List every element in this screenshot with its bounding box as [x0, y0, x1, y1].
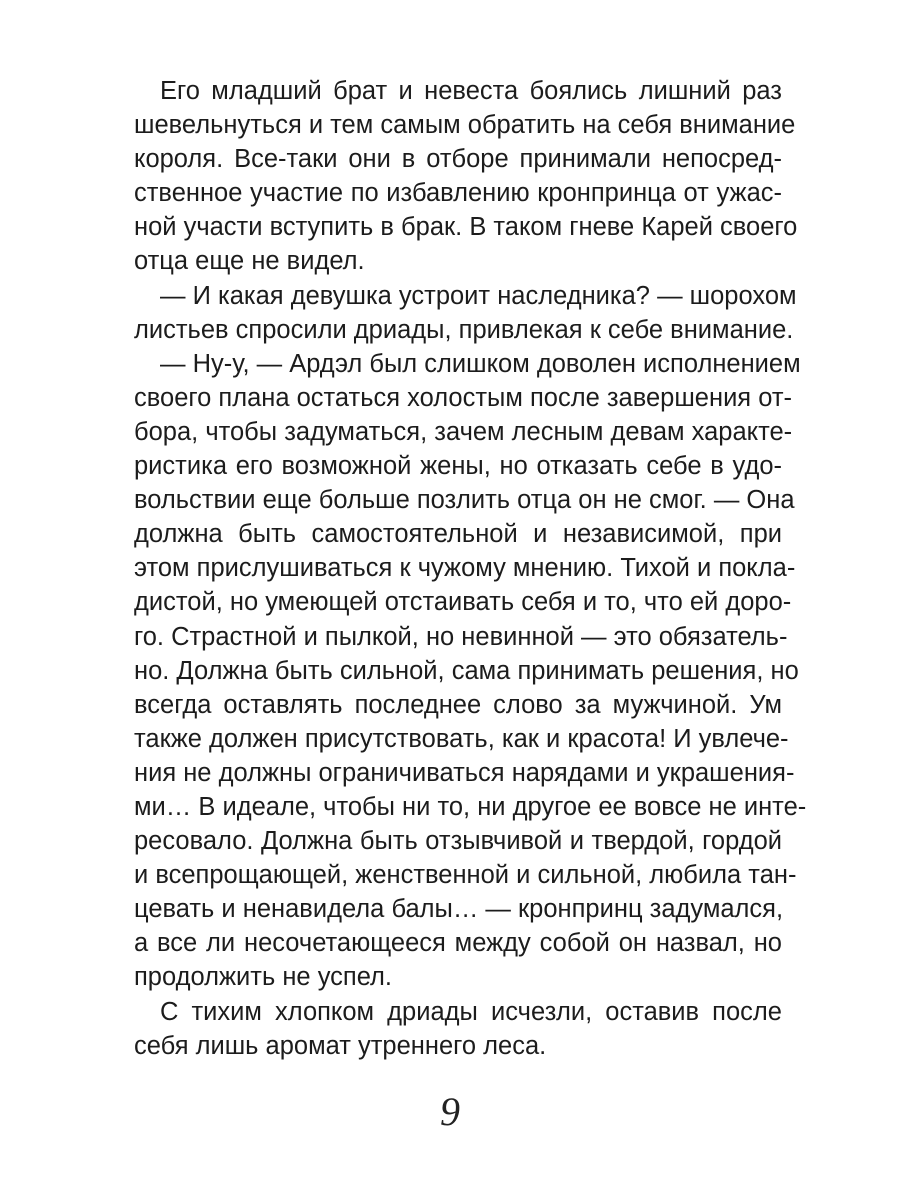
text-line: также должен присутствовать, как и красота! И увлече-: [134, 724, 789, 753]
text-line: цевать и ненавидела балы… — кронпринц задумался,: [134, 895, 784, 924]
text-line: дистой, но умеющей отстаивать себя и то, что ей доро-: [134, 588, 792, 617]
text-line: бора, чтобы задуматься, зачем лесным девам характе-: [134, 417, 793, 446]
text-line: продолжить не успел.: [134, 963, 393, 992]
text-line: этом прислушиваться к чужому мнению. Тихой и покла-: [134, 554, 796, 583]
text-line: своего плана остаться холостым после завершения от-: [134, 383, 792, 412]
text-line: ной участи вступить в брак. В таком гневе Карей своего: [134, 213, 798, 242]
text-line: всегда оставлять последнее слово за мужчиной. Ум: [134, 690, 782, 719]
page-number: 9: [440, 1089, 460, 1134]
paragraph: [134, 347, 807, 995]
text-line: — Ну-у, — Ардэл был слишком доволен исполнением: [160, 349, 801, 378]
text-line: короля. Все-таки они в отборе принимали непосред-: [134, 145, 782, 174]
paragraph: [134, 995, 782, 1063]
text-line: ственное участие по избавлению кронпринца от ужас-: [134, 179, 782, 208]
text-line: и всепрощающей, женственной и сильной, любила тан-: [134, 861, 797, 890]
paragraph: [134, 279, 797, 347]
text-line: — И какая девушка устроит наследника? — шорохом: [160, 281, 797, 310]
text-line: себя лишь аромат утреннего леса.: [134, 1031, 547, 1060]
text-line: Его младший брат и невеста боялись лишний раз: [160, 77, 782, 105]
text-line: ресовало. Должна быть отзывчивой и твердой, гордой: [134, 827, 782, 856]
text-line: ния не должны ограничиваться нарядами и украшения-: [134, 758, 795, 787]
body-text: [134, 74, 807, 1063]
text-line: ми… В идеале, чтобы ни то, ни другое ее вовсе не инте-: [134, 792, 807, 821]
text-line: го. Страстной и пылкой, но невинной — это обязатель-: [134, 622, 788, 651]
text-line: отца еще не видел.: [134, 247, 365, 276]
paragraph: [134, 74, 798, 279]
text-line: а все ли несочетающееся между собой он назвал, но: [134, 929, 782, 958]
text-line: ристика его возможной жены, но отказать себе в удо-: [134, 452, 782, 481]
text-line: должна быть самостоятельной и независимой, при: [134, 520, 782, 549]
text-line: но. Должна быть сильной, сама принимать решения, но: [134, 656, 799, 685]
text-line: шевельнуться и тем самым обратить на себя внимание: [134, 111, 796, 140]
text-line: С тихим хлопком дриады исчезли, оставив после: [160, 997, 782, 1026]
text-line: вольствии еще больше позлить отца он не смог. — Она: [134, 486, 795, 515]
text-line: листьев спросили дриады, привлекая к себе внимание.: [134, 315, 794, 344]
